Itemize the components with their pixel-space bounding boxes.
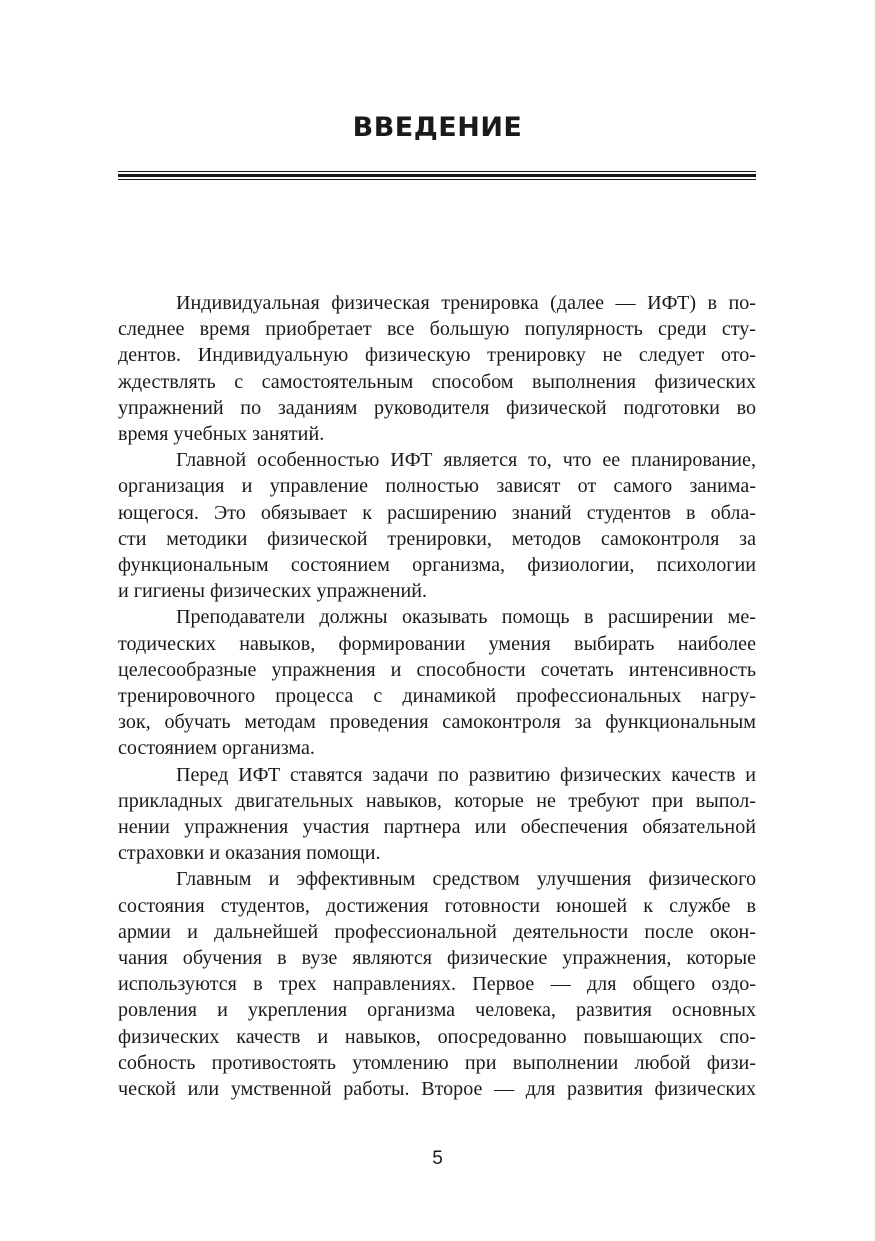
text-line: Главной особенностью ИФТ является то, что ее планирование,: [176, 449, 756, 472]
text-line: собность противостоять утомлению при выполнении любой физи-: [118, 1051, 756, 1074]
paragraph: [118, 447, 756, 604]
text-line: ческой или умственной работы. Второе — для развития физических: [118, 1078, 756, 1101]
text-line: дентов. Индивидуальную физическую тренировку не следует ото-: [118, 344, 756, 367]
rule-line: [118, 171, 756, 172]
text-line: Главным и эффективным средством улучшения физического: [176, 868, 756, 891]
body-text: [118, 290, 756, 1102]
text-line: упражнений по заданиям руководителя физической подготовки во: [118, 396, 756, 419]
text-line: ющегося. Это обязывает к расширению знаний студентов в обла-: [118, 501, 756, 524]
text-line: страховки и оказания помощи.: [118, 842, 381, 865]
text-line: сти методики физической тренировки, методов самоконтроля за: [118, 527, 756, 550]
text-line: Перед ИФТ ставятся задачи по развитию физических качеств и: [176, 763, 756, 786]
text-line: состоянием организма.: [118, 737, 315, 760]
text-line: нении упражнения участия партнера или обеспечения обязательной: [118, 816, 756, 839]
text-line: целесообразные упражнения и способности сочетать интенсивность: [118, 658, 756, 681]
rule-line: [118, 179, 756, 180]
paragraph: [118, 604, 756, 761]
text-line: армии и дальнейшей профессиональной деятельности после окон-: [118, 920, 756, 943]
text-line: прикладных двигательных навыков, которые не требуют при выпол-: [118, 789, 756, 812]
text-line: и гигиены физических упражнений.: [118, 580, 428, 603]
text-line: используются в трех направлениях. Первое — для общего оздо-: [118, 973, 756, 996]
chapter-title: ВВЕДЕНИЕ: [352, 112, 523, 143]
text-line: зок, обучать методам проведения самоконтроля за функциональным: [118, 711, 756, 734]
text-line: физических качеств и навыков, опосредованно повышающих спо-: [118, 1025, 756, 1048]
page-number: 5: [432, 1148, 443, 1169]
text-line: чания обучения в вузе являются физические упражнения, которые: [118, 947, 756, 970]
text-line: состояния студентов, достижения готовности юношей к службе в: [118, 894, 756, 917]
text-line: время учебных занятий.: [118, 423, 325, 446]
text-line: Преподаватели должны оказывать помощь в расширении ме-: [176, 606, 756, 629]
title-rule: [118, 171, 756, 182]
rule-line: [118, 174, 756, 177]
text-line: ждествлять с самостоятельным способом выполнения физических: [118, 370, 756, 393]
text-line: ровления и укрепления организма человека, развития основных: [118, 999, 756, 1022]
paragraph: [118, 866, 756, 1102]
text-line: тодических навыков, формировании умения выбирать наиболее: [118, 632, 756, 655]
text-line: организация и управление полностью зависят от самого занима-: [118, 475, 756, 498]
text-line: следнее время приобретает все большую популярность среди сту-: [118, 318, 756, 341]
paragraph: [118, 290, 756, 447]
paragraph: [118, 762, 756, 867]
text-line: Индивидуальная физическая тренировка (далее — ИФТ) в по-: [176, 292, 756, 314]
text-line: тренировочного процесса с динамикой профессиональных нагру-: [118, 685, 756, 708]
text-line: функциональным состоянием организма, физиологии, психологии: [118, 554, 756, 577]
